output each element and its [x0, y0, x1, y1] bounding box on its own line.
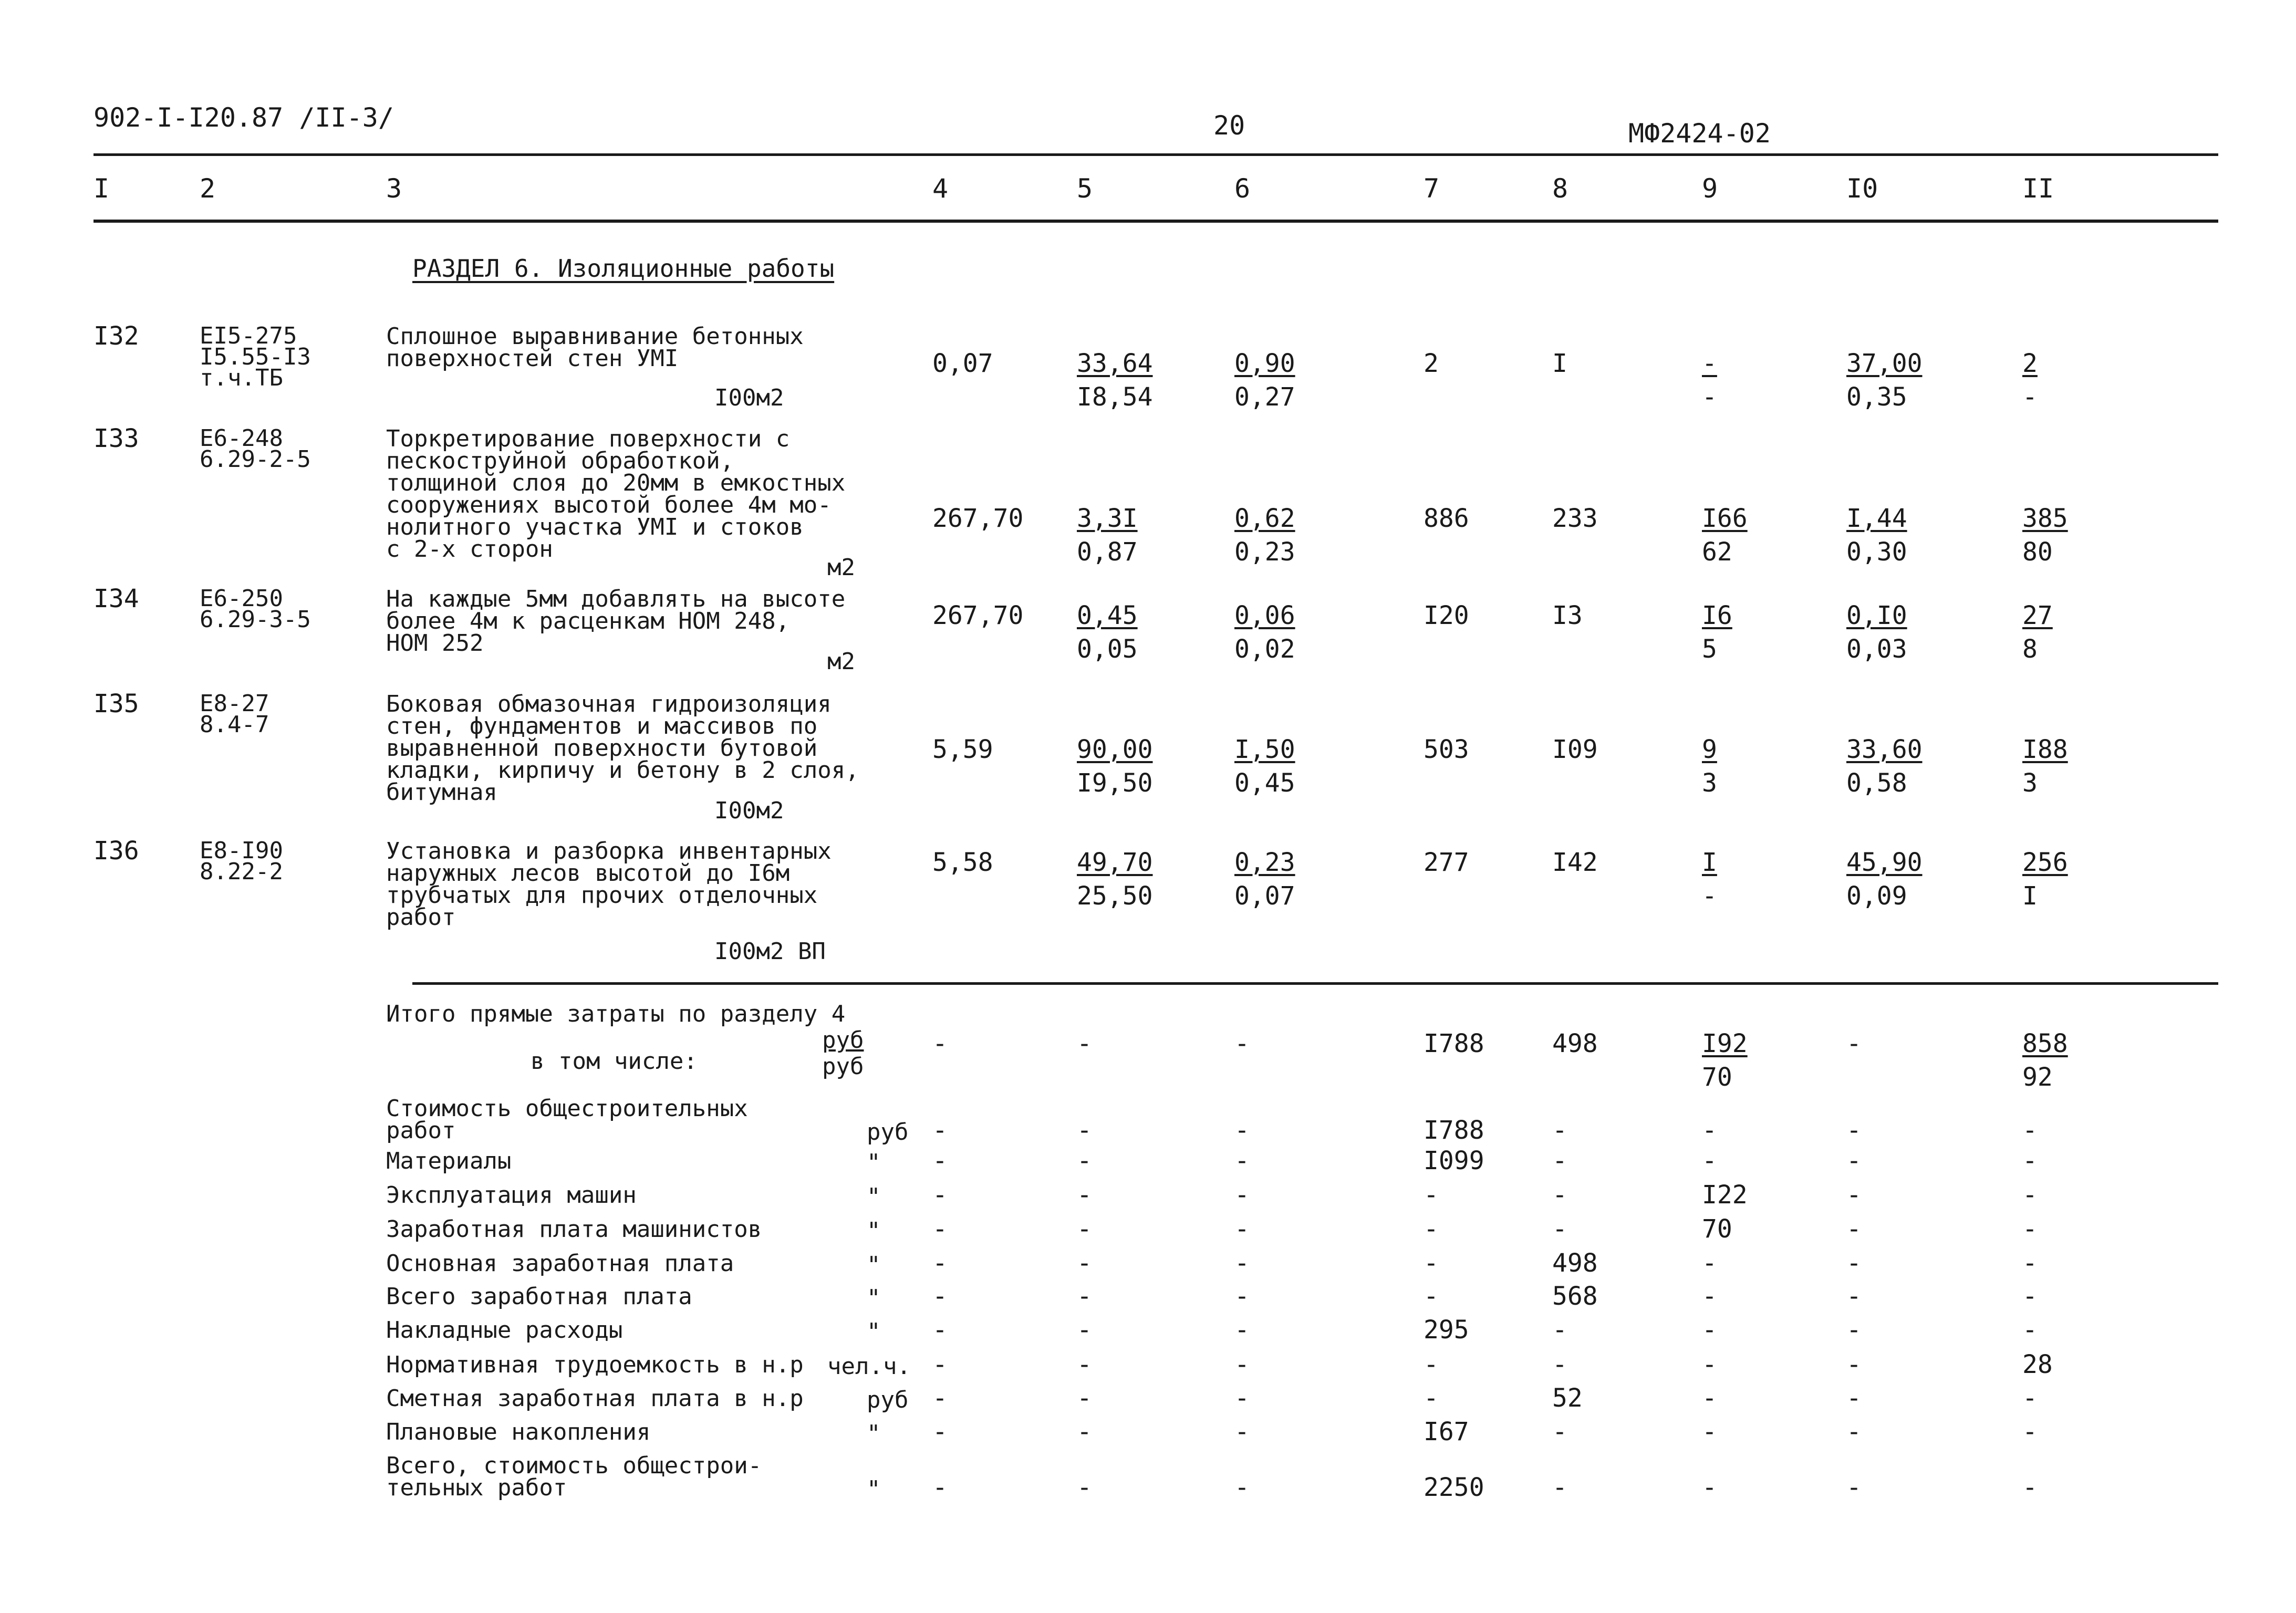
- total-wage: 233: [1552, 504, 1598, 533]
- unit-labor: [1234, 599, 1295, 666]
- totals-c11: [2022, 1027, 2068, 1094]
- totals-unit-bottom: руб: [822, 1053, 864, 1080]
- column-number-7: 7: [1424, 173, 1440, 204]
- norm-code: I5.55-I3: [200, 344, 311, 370]
- labor-hours-numerator: 37,00: [1846, 349, 1923, 378]
- work-description: Торкретирование поверхности с: [386, 425, 790, 452]
- total-labor-denominator: -: [2022, 382, 2038, 412]
- summary-c11: -: [2022, 1248, 2038, 1278]
- work-description: сооружениях высотой более 4м мо-: [386, 492, 832, 518]
- total-cost: 2: [1424, 349, 1439, 378]
- norm-code: Е6-248: [200, 425, 283, 452]
- summary-c5: -: [1077, 1146, 1092, 1175]
- total-labor: [2022, 599, 2053, 666]
- machine-cost-numerator: I6: [1702, 601, 1732, 630]
- summary-c6: -: [1234, 1417, 1250, 1447]
- totals-c4: -: [932, 1029, 948, 1058]
- column-number-1: I: [93, 173, 110, 204]
- labor-hours: [1846, 733, 1923, 800]
- machine-cost-denominator: 62: [1702, 537, 1732, 567]
- total-cost: 886: [1424, 504, 1469, 533]
- unit-labor-numerator: I,50: [1234, 735, 1295, 764]
- total-labor-denominator: I: [2022, 881, 2038, 911]
- summary-c5: -: [1077, 1315, 1092, 1345]
- summary-c9: -: [1702, 1282, 1717, 1311]
- unit-labor-numerator: 0,06: [1234, 601, 1295, 630]
- work-description: с 2-х сторон: [386, 536, 553, 563]
- summary-c11: -: [2022, 1146, 2038, 1175]
- machine-cost-numerator: -: [1702, 349, 1717, 378]
- summary-c6: -: [1234, 1282, 1250, 1311]
- summary-c5: -: [1077, 1473, 1092, 1502]
- summary-label: Основная заработная плата: [386, 1250, 734, 1277]
- summary-c6: -: [1234, 1116, 1250, 1145]
- header-rule: [93, 220, 2218, 223]
- labor-hours-denominator: 0,30: [1846, 537, 1907, 567]
- unit-labor-denominator: 0,23: [1234, 537, 1295, 567]
- total-cost: 503: [1424, 735, 1469, 764]
- totals-c9-numerator: I92: [1702, 1029, 1748, 1058]
- machine-cost: [1702, 502, 1748, 569]
- labor-hours-denominator: 0,09: [1846, 881, 1907, 911]
- summary-c4: -: [932, 1248, 948, 1278]
- summary-c7: -: [1424, 1248, 1439, 1278]
- summary-c6: -: [1234, 1214, 1250, 1244]
- work-description: битумная: [386, 779, 497, 806]
- unit-cost: [1077, 502, 1138, 569]
- unit-cost: [1077, 733, 1153, 800]
- summary-c7: 2250: [1424, 1473, 1484, 1502]
- summary-c8: 498: [1552, 1248, 1598, 1278]
- unit-labor-denominator: 0,02: [1234, 634, 1295, 664]
- unit-cost: [1077, 846, 1153, 913]
- summary-c9: -: [1702, 1473, 1717, 1502]
- totals-c6: -: [1234, 1029, 1250, 1058]
- totals-c9-denominator: 70: [1702, 1063, 1732, 1092]
- summary-label: работ: [386, 1117, 456, 1144]
- summary-unit: ": [867, 1149, 881, 1176]
- summary-label: Накладные расходы: [386, 1317, 623, 1344]
- summary-unit: ": [867, 1476, 881, 1503]
- work-description: выравненной поверхности бутовой: [386, 735, 818, 762]
- summary-c9: -: [1702, 1350, 1717, 1379]
- labor-hours: [1846, 846, 1923, 913]
- total-labor-denominator: 80: [2022, 537, 2053, 567]
- work-description: нолитного участка УМI и стоков: [386, 514, 804, 540]
- quantity: 5,59: [932, 735, 993, 764]
- unit-cost-denominator: I8,54: [1077, 382, 1153, 412]
- unit-cost-numerator: 49,70: [1077, 848, 1153, 877]
- row-number: I34: [93, 584, 139, 613]
- total-labor: [2022, 733, 2068, 800]
- unit-of-measure: м2: [827, 648, 855, 675]
- top-rule: [93, 153, 2218, 156]
- unit-labor-numerator: 0,23: [1234, 848, 1295, 877]
- labor-hours-denominator: 0,35: [1846, 382, 1907, 412]
- total-wage: I42: [1552, 848, 1598, 877]
- work-description: пескоструйной обработкой,: [386, 448, 734, 474]
- totals-c11-numerator: 858: [2022, 1029, 2068, 1058]
- summary-label: тельных работ: [386, 1474, 567, 1501]
- summary-c7: I788: [1424, 1116, 1484, 1145]
- summary-c6: -: [1234, 1146, 1250, 1175]
- summary-c9: -: [1702, 1315, 1717, 1345]
- total-labor-numerator: 385: [2022, 504, 2068, 533]
- total-labor-denominator: 8: [2022, 634, 2038, 664]
- summary-c7: -: [1424, 1180, 1439, 1210]
- work-description: поверхностей стен УМI: [386, 345, 679, 372]
- summary-c4: -: [932, 1383, 948, 1413]
- summary-c5: -: [1077, 1383, 1092, 1413]
- work-description: стен, фундаментов и массивов по: [386, 713, 818, 740]
- summary-unit: ": [867, 1252, 881, 1278]
- total-wage: I09: [1552, 735, 1598, 764]
- total-wage: I3: [1552, 601, 1583, 630]
- summary-c10: -: [1846, 1248, 1862, 1278]
- unit-cost-numerator: 0,45: [1077, 601, 1138, 630]
- labor-hours: [1846, 502, 1907, 569]
- summary-c8: -: [1552, 1146, 1567, 1175]
- row-number: I36: [93, 836, 139, 866]
- total-labor: [2022, 502, 2068, 569]
- summary-c8: -: [1552, 1473, 1567, 1502]
- row-number: I33: [93, 424, 139, 453]
- summary-c10: -: [1846, 1417, 1862, 1447]
- summary-c9: I22: [1702, 1180, 1748, 1210]
- summary-c8: -: [1552, 1116, 1567, 1145]
- sheet-code: МФ2424-02: [1628, 118, 1771, 149]
- summary-c4: -: [932, 1417, 948, 1447]
- norm-code: 6.29-2-5: [200, 446, 311, 473]
- summary-label: Материалы: [386, 1148, 512, 1174]
- total-labor-numerator: I88: [2022, 735, 2068, 764]
- summary-c6: -: [1234, 1383, 1250, 1413]
- summary-unit: ": [867, 1318, 881, 1345]
- summary-c5: -: [1077, 1417, 1092, 1447]
- machine-cost-numerator: 9: [1702, 735, 1717, 764]
- work-description: трубчатых для прочих отделочных: [386, 882, 818, 909]
- summary-unit: ": [867, 1183, 881, 1210]
- summary-c4: -: [932, 1282, 948, 1311]
- labor-hours-denominator: 0,58: [1846, 768, 1907, 798]
- totals-c10: -: [1846, 1029, 1862, 1058]
- labor-hours-numerator: 45,90: [1846, 848, 1923, 877]
- column-number-8: 8: [1552, 173, 1568, 204]
- total-cost: I20: [1424, 601, 1469, 630]
- norm-code: 8.4-7: [200, 711, 269, 738]
- summary-c7: -: [1424, 1214, 1439, 1244]
- total-labor-numerator: 2: [2022, 349, 2038, 378]
- machine-cost: [1702, 599, 1732, 666]
- machine-cost: [1702, 347, 1717, 414]
- summary-c8: -: [1552, 1315, 1567, 1345]
- summary-c11: -: [2022, 1473, 2038, 1502]
- column-number-4: 4: [932, 173, 949, 204]
- norm-code: 6.29-3-5: [200, 606, 311, 633]
- summary-c10: -: [1846, 1383, 1862, 1413]
- work-description: толщиной слоя до 20мм в емкостных: [386, 470, 846, 496]
- summary-c7: -: [1424, 1350, 1439, 1379]
- total-labor-numerator: 256: [2022, 848, 2068, 877]
- total-labor-denominator: 3: [2022, 768, 2038, 798]
- norm-code: ЕI5-275: [200, 322, 297, 349]
- summary-label: Всего, стоимость общестрои-: [386, 1452, 762, 1479]
- work-description: кладки, кирпичу и бетону в 2 слоя,: [386, 757, 859, 784]
- summary-c4: -: [932, 1180, 948, 1210]
- summary-c8: -: [1552, 1180, 1567, 1210]
- unit-of-measure: I00м2 ВП: [714, 938, 826, 965]
- summary-c10: -: [1846, 1146, 1862, 1175]
- summary-c6: -: [1234, 1350, 1250, 1379]
- summary-c4: -: [932, 1350, 948, 1379]
- labor-hours: [1846, 347, 1923, 414]
- summary-c11: -: [2022, 1116, 2038, 1145]
- machine-cost-denominator: 5: [1702, 634, 1717, 664]
- unit-cost-denominator: 25,50: [1077, 881, 1153, 911]
- column-number-11: II: [2022, 173, 2054, 204]
- summary-c10: -: [1846, 1350, 1862, 1379]
- column-number-5: 5: [1077, 173, 1093, 204]
- summary-c10: -: [1846, 1473, 1862, 1502]
- summary-label: Эксплуатация машин: [386, 1182, 637, 1209]
- summary-c4: -: [932, 1214, 948, 1244]
- quantity: 267,70: [932, 504, 1024, 533]
- summary-c6: -: [1234, 1473, 1250, 1502]
- summary-c6: -: [1234, 1180, 1250, 1210]
- unit-labor: [1234, 502, 1295, 569]
- unit-labor-denominator: 0,45: [1234, 768, 1295, 798]
- machine-cost-numerator: I: [1702, 848, 1717, 877]
- unit-cost: [1077, 347, 1153, 414]
- totals-c5: -: [1077, 1029, 1092, 1058]
- work-description: Сплошное выравнивание бетонных: [386, 323, 804, 350]
- totals-c9: [1702, 1027, 1748, 1094]
- work-description: На каждые 5мм добавлять на высоте: [386, 586, 846, 612]
- summary-label: Плановые накопления: [386, 1419, 651, 1445]
- unit-cost: [1077, 599, 1138, 666]
- summary-c11: -: [2022, 1282, 2038, 1311]
- summary-c8: 568: [1552, 1282, 1598, 1311]
- document-code: 902-I-I20.87 /II-3/: [93, 102, 394, 133]
- norm-code: Е6-250: [200, 585, 283, 612]
- work-description: НОМ 252: [386, 630, 484, 657]
- machine-cost: [1702, 733, 1717, 800]
- labor-hours-denominator: 0,03: [1846, 634, 1907, 664]
- unit-of-measure: м2: [827, 554, 855, 581]
- unit-cost-numerator: 90,00: [1077, 735, 1153, 764]
- totals-c7: I788: [1424, 1029, 1484, 1058]
- summary-c11: -: [2022, 1383, 2038, 1413]
- summary-label: Нормативная трудоемкость в н.р: [386, 1351, 804, 1378]
- unit-labor-numerator: 0,90: [1234, 349, 1295, 378]
- totals-sub-label: в том числе:: [531, 1048, 698, 1075]
- summary-c6: -: [1234, 1248, 1250, 1278]
- column-number-6: 6: [1234, 173, 1251, 204]
- page-number: 20: [1213, 110, 1245, 141]
- summary-c7: -: [1424, 1383, 1439, 1413]
- norm-code: Е8-27: [200, 690, 269, 717]
- summary-c4: -: [932, 1473, 948, 1502]
- summary-unit: чел.ч.: [827, 1353, 911, 1380]
- unit-of-measure: I00м2: [714, 797, 784, 824]
- totals-rule: [412, 982, 2218, 985]
- summary-c7: 295: [1424, 1315, 1469, 1345]
- summary-unit: ": [867, 1285, 881, 1312]
- total-cost: 277: [1424, 848, 1469, 877]
- column-number-2: 2: [200, 173, 216, 204]
- unit-labor-denominator: 0,27: [1234, 382, 1295, 412]
- column-number-3: 3: [386, 173, 402, 204]
- unit-labor-denominator: 0,07: [1234, 881, 1295, 911]
- machine-cost-denominator: -: [1702, 382, 1717, 412]
- machine-cost: [1702, 846, 1717, 913]
- unit-cost-denominator: 0,87: [1077, 537, 1138, 567]
- labor-hours-numerator: 0,I0: [1846, 601, 1907, 630]
- summary-c8: -: [1552, 1350, 1567, 1379]
- norm-code: Е8-I90: [200, 837, 283, 864]
- summary-unit: ": [867, 1217, 881, 1244]
- summary-unit: ": [867, 1420, 881, 1447]
- summary-c8: 52: [1552, 1383, 1583, 1413]
- machine-cost-numerator: I66: [1702, 504, 1748, 533]
- summary-c5: -: [1077, 1282, 1092, 1311]
- summary-unit: руб: [867, 1119, 909, 1146]
- summary-c8: -: [1552, 1417, 1567, 1447]
- summary-c11: -: [2022, 1180, 2038, 1210]
- totals-c11-denominator: 92: [2022, 1063, 2053, 1092]
- column-number-10: I0: [1846, 173, 1878, 204]
- column-number-9: 9: [1702, 173, 1718, 204]
- summary-c6: -: [1234, 1315, 1250, 1345]
- summary-label: Всего заработная плата: [386, 1283, 692, 1310]
- summary-c5: -: [1077, 1116, 1092, 1145]
- total-labor-numerator: 27: [2022, 601, 2053, 630]
- summary-c9: -: [1702, 1116, 1717, 1145]
- summary-c7: I67: [1424, 1417, 1469, 1447]
- work-description: более 4м к расценкам НОМ 248,: [386, 608, 790, 634]
- unit-cost-numerator: 3,3I: [1077, 504, 1138, 533]
- unit-labor: [1234, 846, 1295, 913]
- quantity: 5,58: [932, 848, 993, 877]
- quantity: 0,07: [932, 349, 993, 378]
- work-description: работ: [386, 904, 456, 931]
- summary-c9: -: [1702, 1383, 1717, 1413]
- summary-c9: -: [1702, 1417, 1717, 1447]
- totals-label: Итого прямые затраты по разделу 4: [386, 1001, 846, 1027]
- machine-cost-denominator: 3: [1702, 768, 1717, 798]
- summary-c10: -: [1846, 1315, 1862, 1345]
- summary-c10: -: [1846, 1214, 1862, 1244]
- total-labor: [2022, 846, 2068, 913]
- work-description: Установка и разборка инвентарных: [386, 838, 832, 865]
- unit-labor-numerator: 0,62: [1234, 504, 1295, 533]
- summary-c10: -: [1846, 1282, 1862, 1311]
- unit-cost-denominator: 0,05: [1077, 634, 1138, 664]
- labor-hours-numerator: I,44: [1846, 504, 1907, 533]
- summary-c5: -: [1077, 1180, 1092, 1210]
- norm-code: т.ч.ТБ: [200, 365, 283, 391]
- summary-c5: -: [1077, 1350, 1092, 1379]
- summary-label: Сметная заработная плата в н.р: [386, 1385, 804, 1412]
- total-wage: I: [1552, 349, 1567, 378]
- unit-labor: [1234, 733, 1295, 800]
- summary-c9: 70: [1702, 1214, 1732, 1244]
- summary-c11: 28: [2022, 1350, 2053, 1379]
- summary-c5: -: [1077, 1248, 1092, 1278]
- summary-c5: -: [1077, 1214, 1092, 1244]
- work-description: Боковая обмазочная гидроизоляция: [386, 691, 832, 717]
- summary-unit: руб: [867, 1387, 909, 1413]
- labor-hours: [1846, 599, 1907, 666]
- summary-c4: -: [932, 1146, 948, 1175]
- unit-labor: [1234, 347, 1295, 414]
- unit-cost-numerator: 33,64: [1077, 349, 1153, 378]
- work-description: наружных лесов высотой до I6м: [386, 860, 790, 887]
- totals-unit-top: руб: [822, 1027, 864, 1054]
- section-title: РАЗДЕЛ 6. Изоляционные работы: [412, 254, 835, 283]
- summary-c8: -: [1552, 1214, 1567, 1244]
- norm-code: 8.22-2: [200, 858, 283, 885]
- summary-c4: -: [932, 1116, 948, 1145]
- summary-c10: -: [1846, 1116, 1862, 1145]
- summary-c10: -: [1846, 1180, 1862, 1210]
- row-number: I35: [93, 689, 139, 719]
- unit-of-measure: I00м2: [714, 384, 784, 411]
- summary-c9: -: [1702, 1146, 1717, 1175]
- summary-c7: I099: [1424, 1146, 1484, 1175]
- summary-c7: -: [1424, 1282, 1439, 1311]
- summary-c11: -: [2022, 1214, 2038, 1244]
- summary-c9: -: [1702, 1248, 1717, 1278]
- total-labor: [2022, 347, 2038, 414]
- summary-c11: -: [2022, 1417, 2038, 1447]
- row-number: I32: [93, 321, 139, 351]
- summary-c11: -: [2022, 1315, 2038, 1345]
- machine-cost-denominator: -: [1702, 881, 1717, 911]
- unit-cost-denominator: I9,50: [1077, 768, 1153, 798]
- summary-label: Стоимость общестроительных: [386, 1095, 748, 1122]
- summary-c4: -: [932, 1315, 948, 1345]
- quantity: 267,70: [932, 601, 1024, 630]
- summary-label: Заработная плата машинистов: [386, 1216, 762, 1243]
- labor-hours-numerator: 33,60: [1846, 735, 1923, 764]
- totals-c8: 498: [1552, 1029, 1598, 1058]
